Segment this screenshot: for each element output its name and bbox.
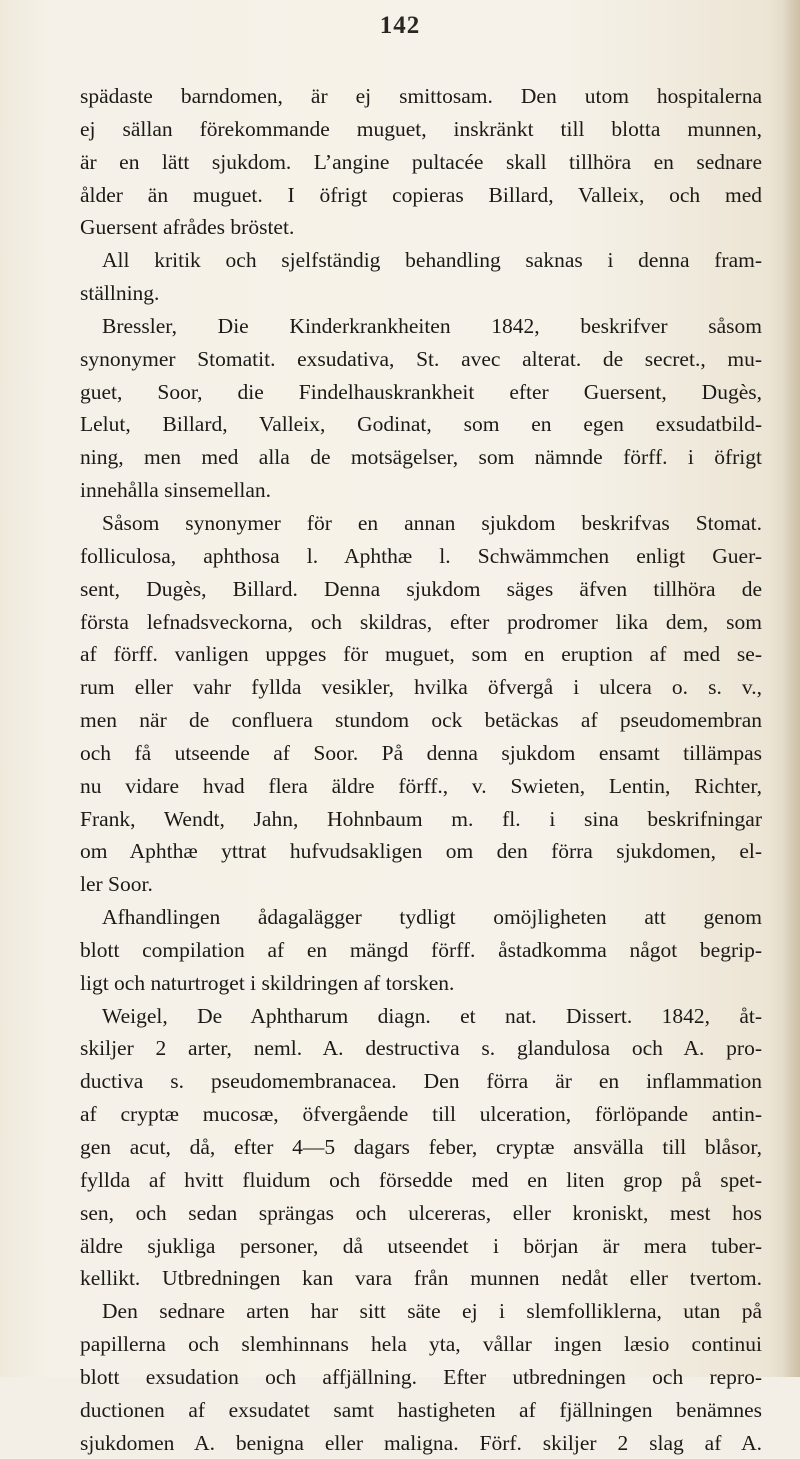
page-number: 142 xyxy=(379,12,421,39)
text-line: ning, men med alla de motsägelser, som nämnde förff. i öfrigt xyxy=(80,445,762,470)
text-line: om Aphthæ yttrat hufvudsakligen om den förra sjukdomen, el- xyxy=(80,839,762,864)
text-line: ductionen af exsudatet samt hastigheten af fjällningen benämnes xyxy=(80,1397,762,1422)
text-line: Frank, Wendt, Jahn, Hohnbaum m. fl. i sina beskrifningar xyxy=(80,806,762,831)
page-edge-shadow xyxy=(782,0,800,1377)
text-line: folliculosa, aphthosa l. Aphthæ l. Schwämmchen enligt Guer- xyxy=(80,543,762,568)
text-line: blott compilation af en mängd förff. åstadkomma något begrip- xyxy=(80,937,762,962)
text-line: af cryptæ mucosæ, öfvergående till ulceration, förlöpande antin- xyxy=(80,1102,762,1127)
text-line: ej sällan förekommande muguet, inskränkt till blotta munnen, xyxy=(80,116,762,141)
text-line: rum eller vahr fyllda vesikler, hvilka öfvergå i ulcera o. s. v., xyxy=(80,675,762,700)
text-line: blott exsudation och affjällning. Efter utbredningen och repro- xyxy=(80,1364,762,1389)
text-line: sjukdomen A. benigna eller maligna. Förf. skiljer 2 slag af A. xyxy=(80,1430,762,1455)
text-line: skiljer 2 arter, neml. A. destructiva s. glandulosa och A. pro- xyxy=(80,1036,762,1061)
text-line: nu vidare hvad flera äldre förff., v. Swieten, Lentin, Richter, xyxy=(80,773,762,798)
text-line: spädaste barndomen, är ej smittosam. Den utom hospitalerna xyxy=(80,84,762,108)
text-line: Weigel, De Aphtharum diagn. et nat. Dissert. 1842, åt- xyxy=(102,1003,762,1028)
text-line: synonymer Stomatit. exsudativa, St. avec alterat. de secret., mu- xyxy=(80,346,762,371)
text-line: Afhandlingen ådagalägger tydligt omöjligheten att genom xyxy=(102,905,762,930)
text-line: gen acut, då, efter 4—5 dagars feber, cryptæ ansvälla till blåsor, xyxy=(80,1135,762,1159)
text-line: och få utseende af Soor. På denna sjukdom ensamt tillämpas xyxy=(80,740,762,765)
text-line: af förff. vanligen uppges för muguet, som en eruption af med se- xyxy=(80,642,762,667)
body-text xyxy=(80,80,762,1459)
text-line: men när de confluera stundom ock betäckas af pseudomembran xyxy=(80,708,762,733)
text-line: ställning. xyxy=(80,281,160,306)
text-line: sen, och sedan sprängas och ulcereras, eller kroniskt, mest hos xyxy=(80,1200,762,1225)
text-line: Bressler, Die Kinderkrankheiten 1842, beskrifver såsom xyxy=(102,313,762,338)
text-line: papillerna och slemhinnans hela yta, vållar ingen læsio continui xyxy=(80,1332,762,1357)
text-line: ductiva s. pseudomembranacea. Den förra är en inflammation xyxy=(80,1069,762,1094)
text-line: All kritik och sjelfständig behandling saknas i denna fram- xyxy=(102,248,762,273)
text-line: kellikt. Utbredningen kan vara från munnen nedåt eller tvertom. xyxy=(80,1266,762,1291)
text-line: äldre sjukliga personer, då utseendet i början är mera tuber- xyxy=(80,1233,762,1258)
text-line: ligt och naturtroget i skildringen af torsken. xyxy=(80,970,455,995)
text-line: fyllda af hvitt fluidum och försedde med en liten grop på spet- xyxy=(80,1167,762,1192)
text-line: Såsom synonymer för en annan sjukdom beskrifvas Stomat. xyxy=(102,510,762,535)
text-line: ålder än muguet. I öfrigt copieras Billard, Valleix, och med xyxy=(80,182,762,207)
text-line: guet, Soor, die Findelhauskrankheit efter Guersent, Dugès, xyxy=(80,379,762,404)
text-line: första lefnadsveckorna, och skildras, efter prodromer lika dem, som xyxy=(80,609,762,634)
text-line: Den sednare arten har sitt säte ej i slemfolliklerna, utan på xyxy=(102,1299,762,1324)
text-line: Guersent afrådes bröstet. xyxy=(80,215,295,240)
text-line: sent, Dugès, Billard. Denna sjukdom säges äfven tillhöra de xyxy=(80,576,762,601)
text-line: ler Soor. xyxy=(80,872,153,897)
text-line: innehålla sinsemellan. xyxy=(80,478,272,503)
text-line: Lelut, Billard, Valleix, Godinat, som en egen exsudatbild- xyxy=(80,412,762,437)
text-line: är en lätt sjukdom. L’angine pultacée skall tillhöra en sednare xyxy=(80,149,762,174)
